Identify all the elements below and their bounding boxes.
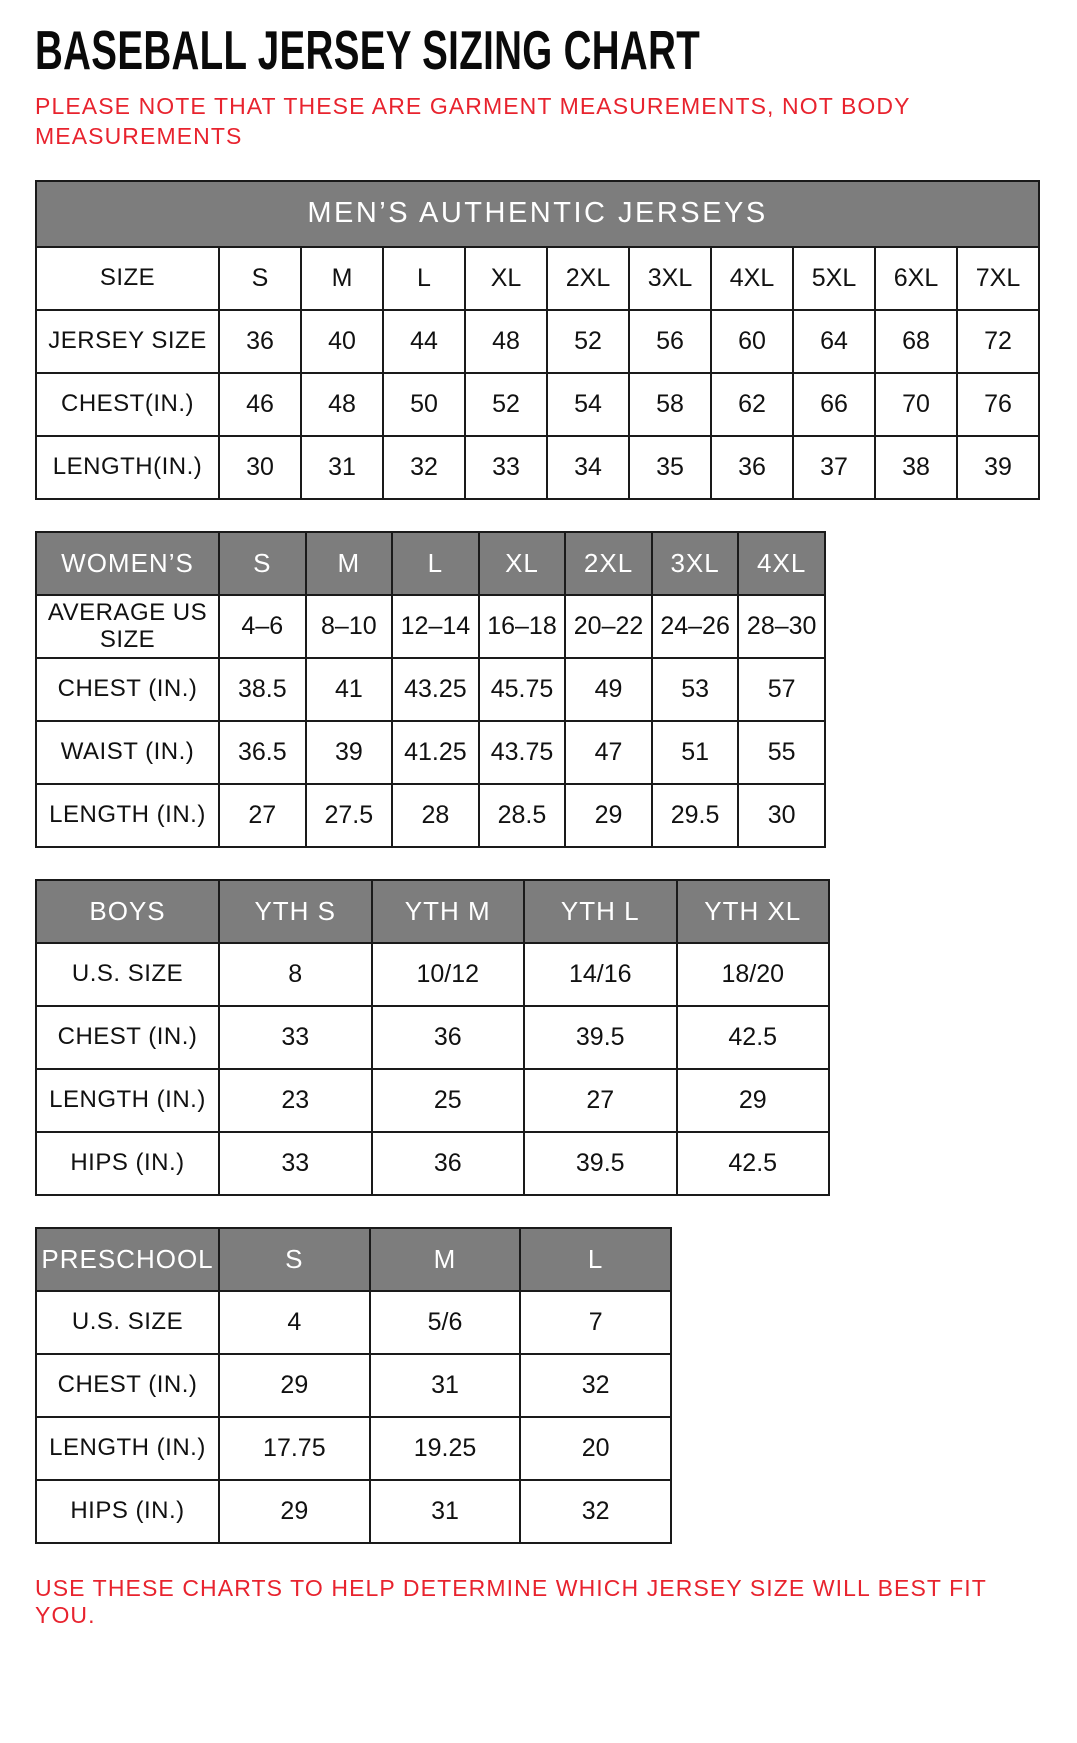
value-cell: 7 bbox=[520, 1291, 671, 1354]
table-row bbox=[36, 1069, 829, 1132]
value-cell: 29 bbox=[677, 1069, 830, 1132]
preschool-sizing-table bbox=[35, 1227, 672, 1544]
table-corner-label: BOYS bbox=[36, 880, 219, 943]
value-cell: M bbox=[301, 247, 383, 310]
value-cell: 33 bbox=[219, 1006, 372, 1069]
value-cell: 4–6 bbox=[219, 595, 306, 658]
table-row bbox=[36, 784, 825, 847]
value-cell: 46 bbox=[219, 373, 301, 436]
size-column-header: YTH M bbox=[372, 880, 525, 943]
value-cell: 54 bbox=[547, 373, 629, 436]
value-cell: 32 bbox=[520, 1480, 671, 1543]
value-cell: 20 bbox=[520, 1417, 671, 1480]
value-cell: 27.5 bbox=[306, 784, 393, 847]
table-row bbox=[36, 310, 1039, 373]
value-cell: 5XL bbox=[793, 247, 875, 310]
value-cell: 58 bbox=[629, 373, 711, 436]
value-cell: 3XL bbox=[629, 247, 711, 310]
value-cell: 36.5 bbox=[219, 721, 306, 784]
value-cell: 28.5 bbox=[479, 784, 566, 847]
size-column-header: L bbox=[520, 1228, 671, 1291]
mens-authentic-jerseys-table bbox=[35, 180, 1040, 500]
value-cell: 41.25 bbox=[392, 721, 479, 784]
value-cell: 16–18 bbox=[479, 595, 566, 658]
value-cell: 4 bbox=[219, 1291, 370, 1354]
womens-table-body bbox=[36, 595, 825, 847]
table-row bbox=[36, 436, 1039, 499]
womens-table-head bbox=[36, 532, 825, 595]
mens-table-title: MEN’S AUTHENTIC JERSEYS bbox=[36, 181, 1039, 247]
boys-sizing-table bbox=[35, 879, 830, 1196]
value-cell: 14/16 bbox=[524, 943, 677, 1006]
value-cell: 36 bbox=[219, 310, 301, 373]
row-label: HIPS (IN.) bbox=[36, 1480, 219, 1543]
size-column-header: 2XL bbox=[565, 532, 652, 595]
size-column-header: YTH S bbox=[219, 880, 372, 943]
size-column-header: 4XL bbox=[738, 532, 825, 595]
value-cell: 33 bbox=[219, 1132, 372, 1195]
page-title-text: BASEBALL JERSEY SIZING CHART bbox=[35, 19, 701, 81]
row-label: WAIST (IN.) bbox=[36, 721, 219, 784]
table-row bbox=[36, 658, 825, 721]
row-label: LENGTH (IN.) bbox=[36, 784, 219, 847]
value-cell: 52 bbox=[465, 373, 547, 436]
table-row bbox=[36, 1132, 829, 1195]
value-cell: 52 bbox=[547, 310, 629, 373]
value-cell: 31 bbox=[370, 1354, 521, 1417]
value-cell: 43.75 bbox=[479, 721, 566, 784]
row-label: U.S. SIZE bbox=[36, 943, 219, 1006]
value-cell: 29.5 bbox=[652, 784, 739, 847]
value-cell: 28 bbox=[392, 784, 479, 847]
value-cell: 49 bbox=[565, 658, 652, 721]
value-cell: 40 bbox=[301, 310, 383, 373]
table-row bbox=[36, 595, 825, 658]
size-column-header: L bbox=[392, 532, 479, 595]
table-row bbox=[36, 943, 829, 1006]
value-cell: 29 bbox=[565, 784, 652, 847]
value-cell: 20–22 bbox=[565, 595, 652, 658]
garment-measurement-note: PLEASE NOTE THAT THESE ARE GARMENT MEASUREMENTS, NOT BODY MEASUREMENTS bbox=[35, 93, 911, 149]
value-cell: 36 bbox=[711, 436, 793, 499]
value-cell: 39.5 bbox=[524, 1006, 677, 1069]
row-label: JERSEY SIZE bbox=[36, 310, 219, 373]
value-cell: 27 bbox=[524, 1069, 677, 1132]
boys-table-head bbox=[36, 880, 829, 943]
value-cell: 70 bbox=[875, 373, 957, 436]
boys-header-row bbox=[36, 880, 829, 943]
row-label: HIPS (IN.) bbox=[36, 1132, 219, 1195]
womens-sizing-table bbox=[35, 531, 826, 848]
value-cell: 57 bbox=[738, 658, 825, 721]
size-column-header: XL bbox=[479, 532, 566, 595]
preschool-table-body bbox=[36, 1291, 671, 1543]
table-row bbox=[36, 1480, 671, 1543]
value-cell: 50 bbox=[383, 373, 465, 436]
womens-header-row bbox=[36, 532, 825, 595]
mens-table-banner-row bbox=[36, 181, 1039, 247]
table-row bbox=[36, 373, 1039, 436]
value-cell: 19.25 bbox=[370, 1417, 521, 1480]
value-cell: 27 bbox=[219, 784, 306, 847]
value-cell: 39 bbox=[306, 721, 393, 784]
value-cell: 23 bbox=[219, 1069, 372, 1132]
value-cell: 29 bbox=[219, 1354, 370, 1417]
value-cell: 66 bbox=[793, 373, 875, 436]
value-cell: 5/6 bbox=[370, 1291, 521, 1354]
row-label: CHEST(IN.) bbox=[36, 373, 219, 436]
value-cell: 4XL bbox=[711, 247, 793, 310]
value-cell: 76 bbox=[957, 373, 1039, 436]
value-cell: 32 bbox=[520, 1354, 671, 1417]
value-cell: 39.5 bbox=[524, 1132, 677, 1195]
value-cell: 41 bbox=[306, 658, 393, 721]
row-label: CHEST (IN.) bbox=[36, 1006, 219, 1069]
value-cell: 2XL bbox=[547, 247, 629, 310]
size-column-header: M bbox=[306, 532, 393, 595]
value-cell: 45.75 bbox=[479, 658, 566, 721]
page-title bbox=[35, 19, 1041, 86]
value-cell: 32 bbox=[383, 436, 465, 499]
value-cell: 43.25 bbox=[392, 658, 479, 721]
value-cell: 10/12 bbox=[372, 943, 525, 1006]
value-cell: 8–10 bbox=[306, 595, 393, 658]
table-row bbox=[36, 1006, 829, 1069]
table-row bbox=[36, 1354, 671, 1417]
row-label: SIZE bbox=[36, 247, 219, 310]
value-cell: 51 bbox=[652, 721, 739, 784]
row-label: LENGTH (IN.) bbox=[36, 1069, 219, 1132]
value-cell: 36 bbox=[372, 1132, 525, 1195]
value-cell: 48 bbox=[301, 373, 383, 436]
size-column-header: M bbox=[370, 1228, 521, 1291]
value-cell: 12–14 bbox=[392, 595, 479, 658]
fit-advice-note: USE THESE CHARTS TO HELP DETERMINE WHICH JERSEY SIZE WILL BEST FIT YOU. bbox=[35, 1574, 987, 1628]
value-cell: 31 bbox=[301, 436, 383, 499]
mens-table-head bbox=[36, 181, 1039, 247]
value-cell: 36 bbox=[372, 1006, 525, 1069]
size-column-header: S bbox=[219, 532, 306, 595]
value-cell: 68 bbox=[875, 310, 957, 373]
value-cell: 47 bbox=[565, 721, 652, 784]
value-cell: 25 bbox=[372, 1069, 525, 1132]
value-cell: 60 bbox=[711, 310, 793, 373]
value-cell: 56 bbox=[629, 310, 711, 373]
value-cell: XL bbox=[465, 247, 547, 310]
value-cell: 64 bbox=[793, 310, 875, 373]
value-cell: 55 bbox=[738, 721, 825, 784]
value-cell: 42.5 bbox=[677, 1132, 830, 1195]
value-cell: 37 bbox=[793, 436, 875, 499]
value-cell: 31 bbox=[370, 1480, 521, 1543]
value-cell: 48 bbox=[465, 310, 547, 373]
value-cell: 72 bbox=[957, 310, 1039, 373]
value-cell: 44 bbox=[383, 310, 465, 373]
preschool-header-row bbox=[36, 1228, 671, 1291]
table-row bbox=[36, 247, 1039, 310]
value-cell: 62 bbox=[711, 373, 793, 436]
table-row bbox=[36, 721, 825, 784]
row-label: CHEST (IN.) bbox=[36, 1354, 219, 1417]
row-label: LENGTH (IN.) bbox=[36, 1417, 219, 1480]
value-cell: 42.5 bbox=[677, 1006, 830, 1069]
value-cell: 38.5 bbox=[219, 658, 306, 721]
size-column-header: 3XL bbox=[652, 532, 739, 595]
table-corner-label: WOMEN’S bbox=[36, 532, 219, 595]
value-cell: 35 bbox=[629, 436, 711, 499]
value-cell: 30 bbox=[738, 784, 825, 847]
preschool-table-head bbox=[36, 1228, 671, 1291]
value-cell: L bbox=[383, 247, 465, 310]
value-cell: 8 bbox=[219, 943, 372, 1006]
table-row bbox=[36, 1291, 671, 1354]
row-label: LENGTH(IN.) bbox=[36, 436, 219, 499]
value-cell: 17.75 bbox=[219, 1417, 370, 1480]
value-cell: 30 bbox=[219, 436, 301, 499]
size-column-header: YTH XL bbox=[677, 880, 830, 943]
value-cell: 34 bbox=[547, 436, 629, 499]
table-corner-label: PRESCHOOL bbox=[36, 1228, 219, 1291]
value-cell: 33 bbox=[465, 436, 547, 499]
size-column-header: S bbox=[219, 1228, 370, 1291]
value-cell: 29 bbox=[219, 1480, 370, 1543]
value-cell: 6XL bbox=[875, 247, 957, 310]
row-label: AVERAGE US SIZE bbox=[36, 595, 219, 658]
row-label: CHEST (IN.) bbox=[36, 658, 219, 721]
value-cell: 38 bbox=[875, 436, 957, 499]
value-cell: 28–30 bbox=[738, 595, 825, 658]
table-row bbox=[36, 1417, 671, 1480]
size-column-header: YTH L bbox=[524, 880, 677, 943]
mens-table-body bbox=[36, 247, 1039, 499]
boys-table-body bbox=[36, 943, 829, 1195]
value-cell: 7XL bbox=[957, 247, 1039, 310]
value-cell: 24–26 bbox=[652, 595, 739, 658]
value-cell: 18/20 bbox=[677, 943, 830, 1006]
value-cell: 53 bbox=[652, 658, 739, 721]
row-label: U.S. SIZE bbox=[36, 1291, 219, 1354]
value-cell: 39 bbox=[957, 436, 1039, 499]
value-cell: S bbox=[219, 247, 301, 310]
